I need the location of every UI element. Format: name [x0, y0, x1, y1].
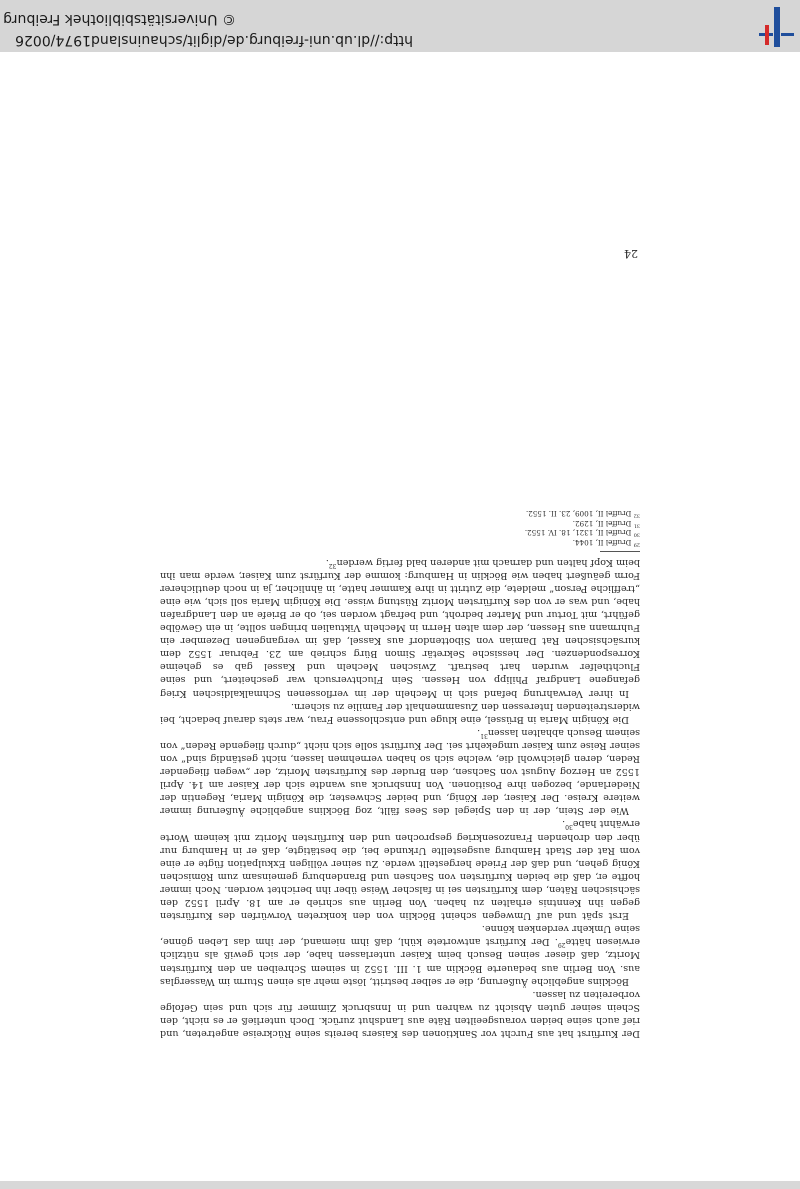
footnote-text: Druffel II, 1321, 18. IV. 1552.	[524, 528, 632, 538]
copyright-text: Universitätsbibliothek Freiburg	[3, 11, 218, 27]
paragraph	[160, 556, 640, 700]
footnote	[160, 518, 640, 527]
page-number: 24	[624, 247, 638, 260]
footnote-rule	[600, 551, 640, 552]
footnote-marker: 30	[565, 823, 573, 831]
paragraph	[160, 922, 640, 987]
footnote-text: Druffel II, 1044.	[572, 537, 632, 547]
footnote-number: 30	[633, 531, 640, 538]
footnote-number: 32	[633, 512, 640, 519]
paragraph	[160, 988, 640, 1040]
footnote	[160, 537, 640, 546]
paragraph	[160, 700, 640, 726]
university-logo-icon	[751, 3, 797, 49]
body-text	[160, 556, 640, 1040]
paragraph-text: Die Königin Maria in Brüssel, eine kluge und entschlossene Frau, war stets darauf bedacht, bei widerstreitenden Interessen den Zusammenhalt der Familie zu sichern.	[160, 700, 640, 725]
paragraph-text-tail: .	[477, 726, 481, 738]
footnote-number: 29	[633, 540, 640, 547]
footnote	[160, 509, 640, 518]
footnote-text: Druffel II, 1009, 23. II. 1552.	[525, 509, 632, 519]
paragraph	[160, 726, 640, 818]
footnote-marker: 32	[328, 561, 337, 569]
paragraph-text: Böcklins angebliche Äußerung, die er selber bestritt, löste mehr als einen Sturm im Wasserglas aus. Von Berlin aus bedauerte Böcklin am 1. III. 1552 in seinem Schreiben an den Kurfürsten Moritz, daß dieser seinen Besuch beim Kaiser unterlassen habe, der sich gewiß als nützlich erwiesen hätte	[160, 936, 640, 987]
paragraph-text-tail: .	[562, 818, 566, 830]
logo-red-bar	[765, 25, 769, 45]
paragraph-text-tail: .	[325, 556, 329, 568]
top-strip	[0, 1181, 800, 1189]
logo-left-arm	[781, 33, 794, 36]
footnote-text: Druffel II, 1292.	[572, 518, 632, 528]
paragraph-text: Wie der Stein, der in den Spiegel des Sees fällt, zog Böcklins angebliche Äußerung immer weitere Kreise. Der Kaiser, der König, und beider Schwester, die Königin Maria, Regentin der Niederlande, bezogen ihre Positionen. Von Innsbruck aus wandte sich der Kaiser am 14. April 1552 an Herzog August von Sachsen, den Bruder des Kurfürsten Moritz, der „wegen fliegender Reden, deren gleichwohl die, welche sich so haben vernehmen lassen, nicht geständig sind“ von seiner Reise zum Kaiser umgekehrt sei. Der Kurfürst solle sich nicht „durch fliegende Reden“ von seinem Besuch abhalten lassen	[160, 726, 640, 817]
footer-bar	[0, 0, 800, 52]
page-content	[160, 509, 640, 1040]
paragraph-text: Der Kurfürst hat aus Furcht vor Sanktionen des Kaisers bereits seine Rückreise angetreten, und rief auch seine beiden vorausgeeilten Räte aus Landshut zurück. Doch unterließ er es nicht, den Schein seiner guten Absicht zu wahren und in Innsbruck Zimmer für sich und sein Gefolge vorbereiten zu lassen.	[160, 988, 640, 1039]
paragraph-text: Erst spät und auf Umwegen scheint Böcklin von den konkreten Vorwürfen des Kurfürsten gegen ihn Kenntnis erhalten zu haben. Von Berlin aus schrieb er am 18. April 1552 den sächsischen Räten, dem Kurfürsten sei in falscher Weise über ihn berichtet worden. Noch immer hoffte er, daß die beiden Kurfürsten von Sachsen und Brandenburg gemeinsam zum Römischen König gehen, und daß der Friede hergestellt werde. Zu seiner völligen Exkulpation fügte er eine vom Rat der Stadt Hamburg ausgestellte Urkunde bei, die bestätigte, daß er in Hamburg nur über den drohenden Franzosenkrieg gesprochen und den Kurfürsten Moritz mit keinem Worte erwähnt habe	[160, 818, 640, 922]
footnote-marker: 31	[480, 732, 488, 740]
logo-center-bar	[774, 7, 780, 47]
copyright-line	[3, 11, 236, 27]
footnote-marker: 29	[557, 941, 566, 949]
paragraph	[160, 817, 640, 922]
footnote-number: 31	[633, 522, 640, 529]
footnote	[160, 528, 640, 537]
paragraph-text: In ihrer Verwahrung befand sich in Mecheln der im verflossenen Schmalkaldischen Krieg gefangene Landgraf Philipp von Hessen. Sein Fluchtversuch war gescheitert, und seine Fluchthelfer wurden hart bestraft. Zwischen Mecheln und Kassel gab es geheime Korrespondenzen. Der hessische Sekretär Simon Bürg schrieb am 23. Februar 1552 dem kursächsischen Rat Damian von Sibottendorf aus Kassel, daß im vergangenen Dezember ein Fuhrmann aus Hessen, der dem alten Herrn in Mecheln Viktualien bringen sollte, in ein Gewölbe geführt, mit Tortur und Marter bedroht, und befragt worden sei, ob er Briefe an den Landgrafen habe, und was er von des Kurfürsten Moritz Rüstung wisse. Die Königin Maria soll sich, wie eine „treffliche Person“ meldete, die Zutritt in ihre Kammer hatte, in ähnlicher, ja in noch deutlicherer Form geäußert haben wie Böcklin in Hamburg: komme der Kurfürst zum Kaiser, werde man ihn beim Kopf halten und darnach mit anderen bald fertig werden	[160, 556, 640, 699]
source-url[interactable]: http://dl.ub.uni-freiburg.de/diglit/schauinsland1974/0026	[15, 32, 413, 48]
copyright-symbol: ©	[222, 11, 236, 27]
footnotes	[160, 509, 640, 547]
paragraph-text-tail: . Der Kurfürst antwortete kühl, daß ihm niemand, der ihm das Leben gönne, seine Umkehr verdenken könne.	[160, 923, 640, 948]
